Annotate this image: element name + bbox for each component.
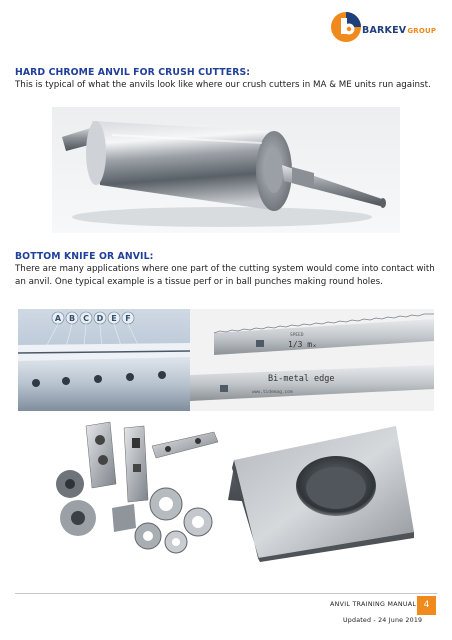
letter-c: C: [83, 314, 89, 323]
letter-d: D: [96, 314, 104, 323]
letter-e: E: [111, 314, 117, 323]
brand-name: BARKEVGROUP: [362, 25, 437, 36]
section-heading-bottom-knife: BOTTOM KNIFE OR ANVIL:: [15, 251, 154, 262]
assorted-anvil-parts-photo: [48, 418, 228, 556]
blade-bottom-small-label: www.tidemag.com: [252, 390, 293, 395]
section-body-crush-anvil: This is typical of what the anvils look like where our crush cutters in MA & ME units run against.: [15, 80, 431, 90]
blade-top-small-label: SPEED: [290, 333, 304, 338]
triangle-anvil-insert-photo: [224, 426, 420, 562]
footer-divider: [15, 593, 437, 594]
page-number-badge: 4: [417, 596, 436, 615]
bimetal-blades-photo: [190, 309, 434, 411]
letter-b: B: [68, 314, 76, 323]
bottom-knife-letters-photo: [18, 309, 190, 411]
hard-chrome-anvil-photo: [52, 107, 400, 233]
blade-top-label: 1/3 mₓ: [288, 340, 317, 349]
footer-updated-date: Updated - 24 June 2019: [343, 617, 423, 624]
brand-suffix: GROUP: [407, 27, 437, 35]
footer-manual-title: ANVIL TRAINING MANUAL: [330, 601, 417, 608]
section-heading-crush-anvil: HARD CHROME ANVIL FOR CRUSH CUTTERS:: [15, 67, 251, 78]
letter-f: F: [125, 314, 131, 323]
letter-a: A: [54, 314, 62, 323]
section-body-bottom-knife: There are many applications where one part of the cutting system would come into contact with an anvil. One typical example is a tissue perf or in ball punches making round holes.: [15, 264, 435, 287]
blade-bottom-label: Bi-metal edge: [268, 374, 335, 384]
